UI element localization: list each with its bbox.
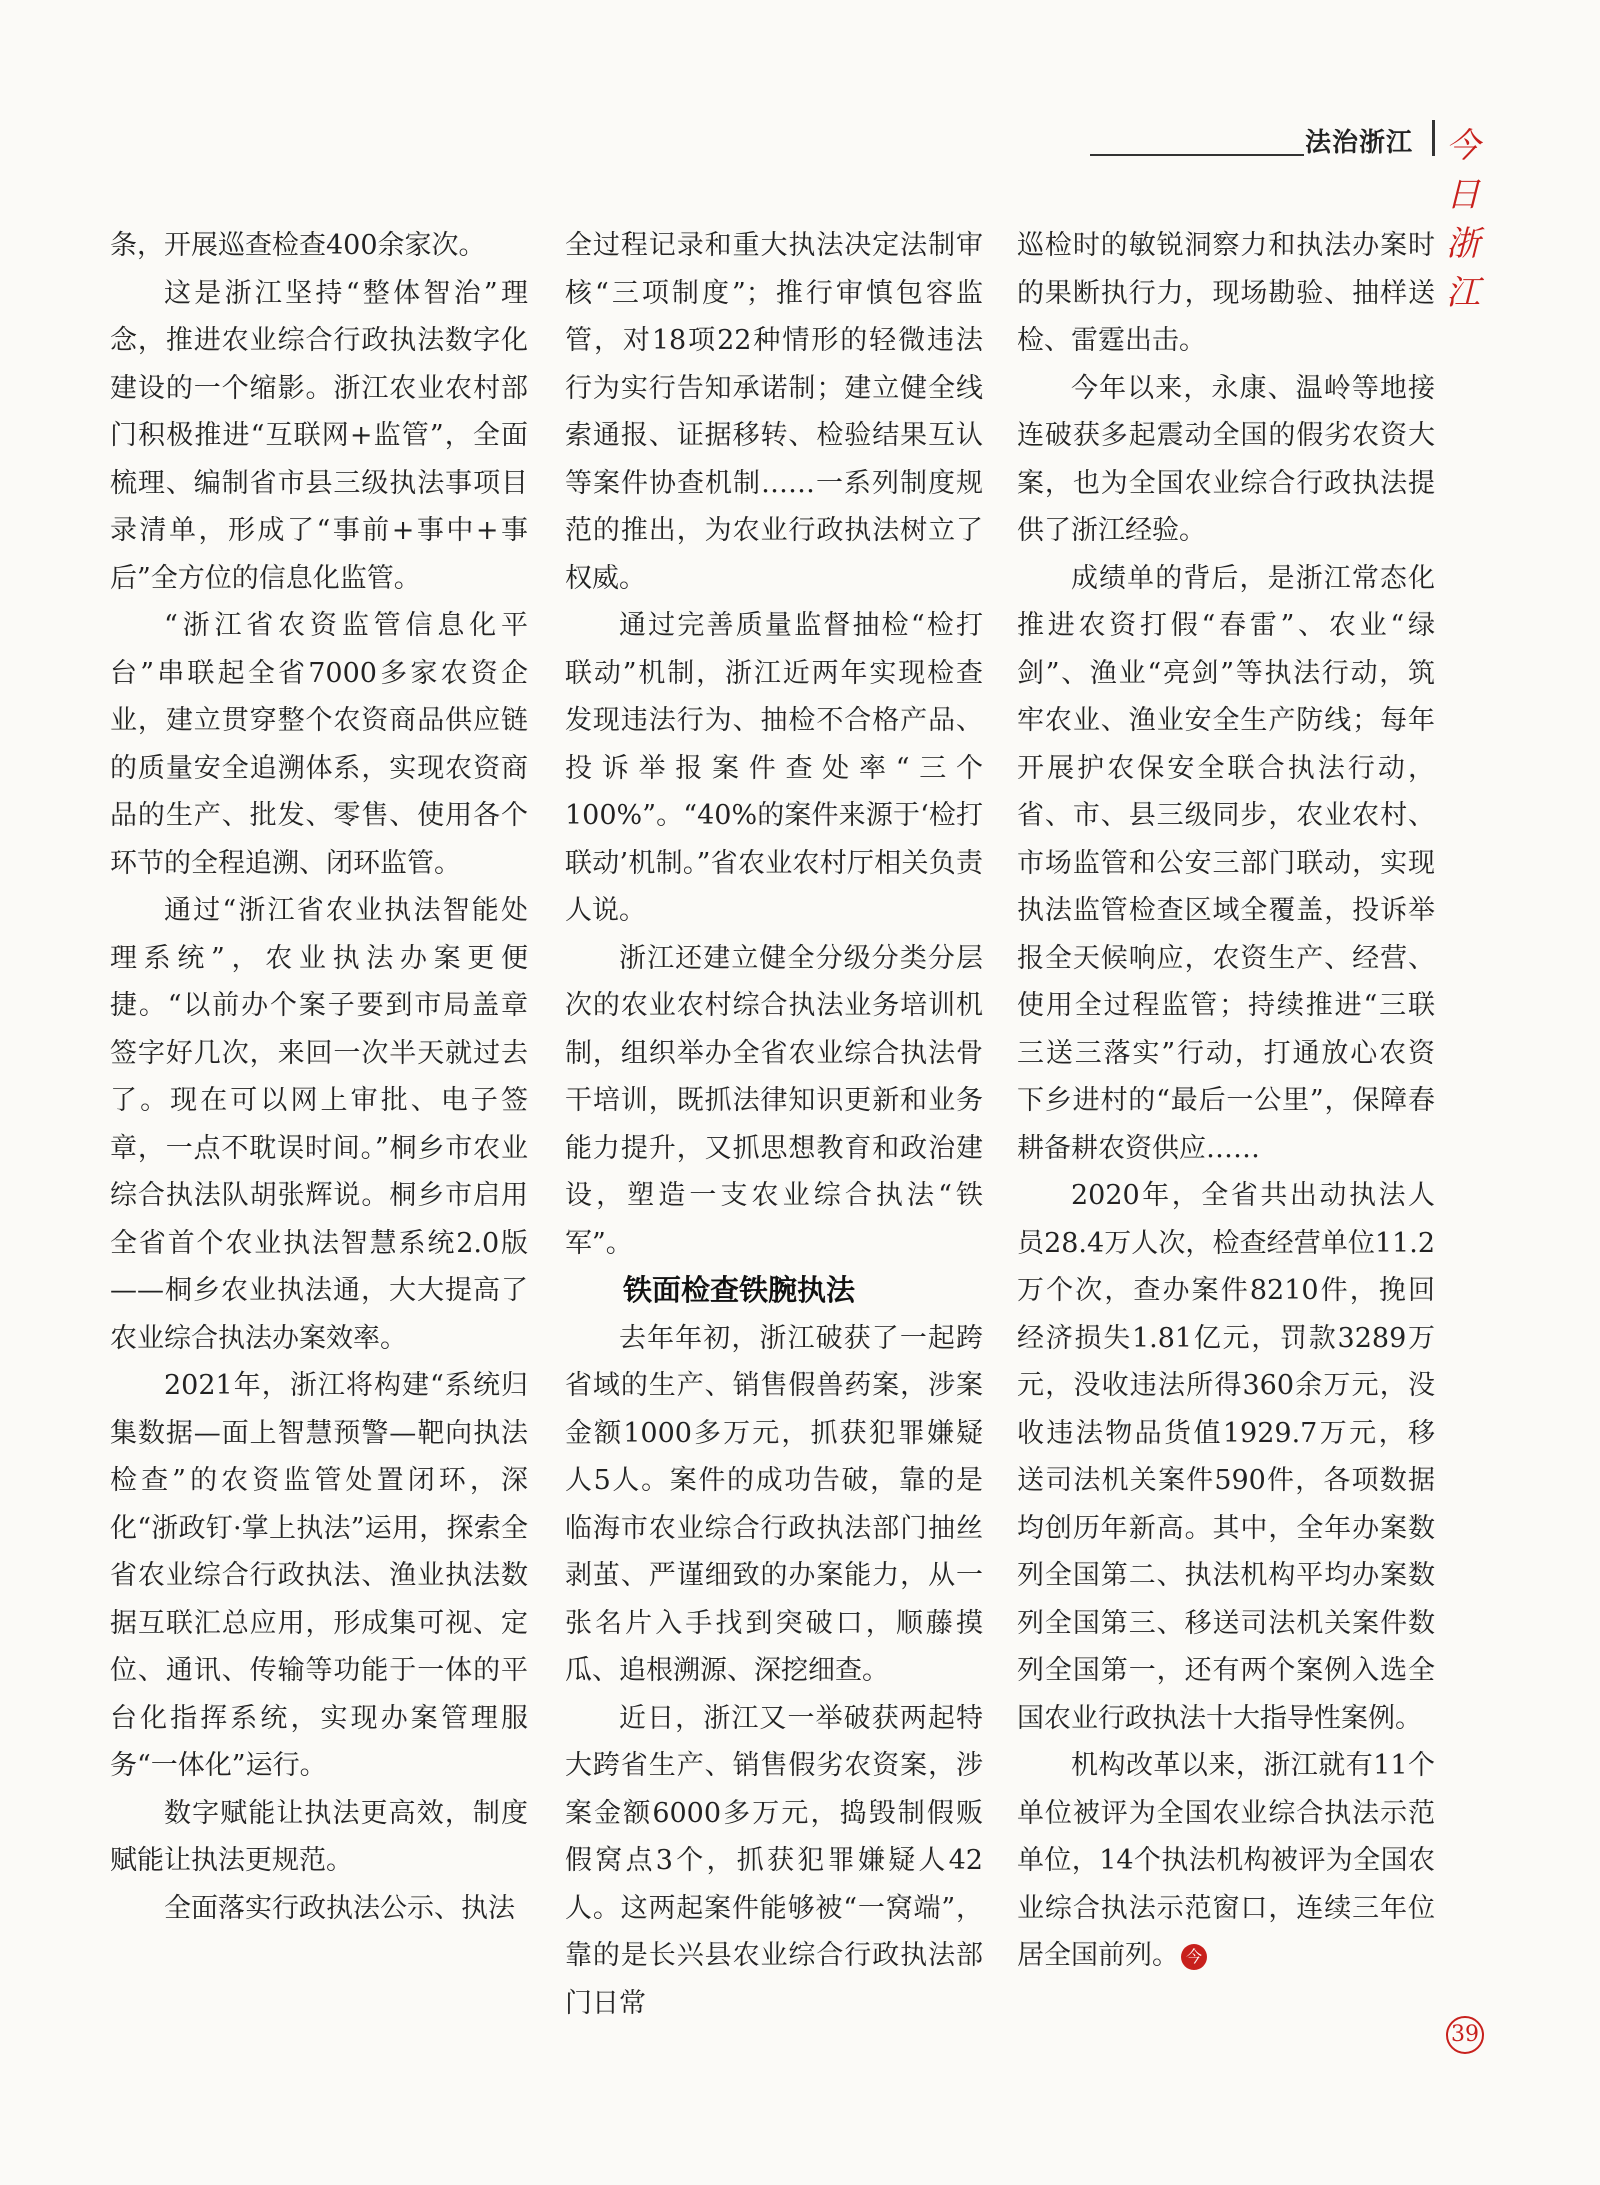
paragraph: 2020年，全省共出动执法人员28.4万人次，检查经营单位11.2万个次，查办案件8210件，挽回经济损失1.81亿元，罚款3289万元，没收违法所得360余万元，没收违法物品货值1929.7万元，移送司法机关案件590件，各项数据均创历年新高。其中，全年办案数列全国第二、执法机构平均办案数列全国第三、移送司法机关案件数列全国第一，还有两个案例入选全国农业行政执法十大指导性案例。 [1017,1180,1435,1734]
paragraph: 通过完善质量监督抽检“检打联动”机制，浙江近两年实现检查发现违法行为、抽检不合格产品、投诉举报案件查处率“三个100%”。“40%的案件来源于‘检打联动’机制。”省农业农村厅相关负责人说。 [565,610,983,926]
paragraph: 通过“浙江省农业执法智能处理系统”，农业执法办案更便捷。“以前办个案子要到市局盖章签字好几次，来回一次半天就过去了。现在可以网上审批、电子签章，一点不耽误时间。”桐乡市农业综合执法队胡张辉说。桐乡市启用全省首个农业执法智慧系统2.0版——桐乡农业执法通，大大提高了农业综合执法办案效率。 [110,895,528,1354]
article-column-2 [565,222,983,2027]
header-rule [1090,154,1304,156]
paragraph: 去年年初，浙江破获了一起跨省域的生产、销售假兽药案，涉案金额1000多万元，抓获犯罪嫌疑人5人。案件的成功告破，靠的是临海市农业综合行政执法部门抽丝剥茧、严谨细致的办案能力，从一张名片入手找到突破口，顺藤摸瓜、追根溯源、深挖细查。 [565,1322,983,1686]
header-divider [1432,120,1435,156]
section-title: 法治浙江 [1305,128,1414,158]
article-column-3 [1017,222,1435,1980]
paragraph: 条，开展巡查检查400余家次。 [110,230,486,261]
paragraph: 成绩单的背后，是浙江常态化推进农资打假“春雷”、农业“绿剑”、渔业“亮剑”等执法行动，筑牢农业、渔业安全生产防线；每年开展护农保安全联合执法行动，省、市、县三级同步，农业农村、市场监管和公安三部门联动，实现执法监管检查区域全覆盖，投诉举报全天候响应，农资生产、经营、使用全过程监管；持续推进“三联三送三落实”行动，打通放心农资下乡进村的“最后一公里”，保障春耕备耕农资供应…… [1017,562,1435,1164]
paragraph: 数字赋能让执法更高效，制度赋能让执法更规范。 [110,1797,528,1876]
section-subheading: 铁面检查铁腕执法 [623,1273,856,1307]
page-number: 39 [1446,2016,1484,2054]
paragraph: 巡检时的敏锐洞察力和执法办案时的果断执行力，现场勘验、抽样送检、雷霆出击。 [1017,230,1435,356]
paragraph: 浙江还建立健全分级分类分层次的农业农村综合执法业务培训机制，组织举办全省农业综合执法骨干培训，既抓法律知识更新和业务能力提升，又抓思想教育和政治建设，塑造一支农业综合执法“铁军”。 [565,942,983,1259]
magazine-logo: 今日浙江 [1446,126,1481,313]
paragraph: 全面落实行政执法公示、执法 [164,1892,515,1924]
paragraph: 全过程记录和重大执法决定法制审核“三项制度”；推行审慎包容监管，对18项22种情形的轻微违法行为实行告知承诺制；建立健全线索通报、证据移转、检验结果互认等案件协查机制……一系列制度规范的推出，为农业行政执法树立了权威。 [565,230,983,594]
final-text: 机构改革以来，浙江就有11个单位被评为全国农业综合执法示范单位，14个执法机构被评为全国农业综合执法示范窗口，连续三年位居全国前列。 [1017,1750,1435,1971]
paragraph-final [1017,1742,1435,1980]
paragraph: 这是浙江坚持“整体智治”理念，推进农业综合行政执法数字化建设的一个缩影。浙江农业农村部门积极推进“互联网+监管”，全面梳理、编制省市县三级执法事项目录清单，形成了“事前+事中+事后”全方位的信息化监管。 [110,277,528,594]
article-column-1 [110,222,528,1932]
paragraph: 今年以来，永康、温岭等地接连破获多起震动全国的假劣农资大案，也为全国农业综合行政执法提供了浙江经验。 [1017,372,1435,546]
paragraph: 近日，浙江又一举破获两起特大跨省生产、销售假劣农资案，涉案金额6000多万元，捣毁制假贩假窝点3个，抓获犯罪嫌疑人42人。这两起案件能够被“一窝端”，靠的是长兴县农业综合行政执法部门日常 [565,1702,983,2019]
paragraph: “浙江省农资监管信息化平台”串联起全省7000多家农资企业，建立贯穿整个农资商品供应链的质量安全追溯体系，实现农资商品的生产、批发、零售、使用各个环节的全程追溯、闭环监管。 [110,610,528,879]
paragraph: 2021年，浙江将构建“系统归集数据—面上智慧预警—靶向执法检查”的农资监管处置闭环，深化“浙政钉·掌上执法”运用，探索全省农业综合行政执法、渔业执法数据互联汇总应用，形成集可视、定位、通讯、传输等功能于一体的平台化指挥系统，实现办案管理服务“一体化”运行。 [110,1370,528,1781]
end-mark-icon: 今 [1181,1944,1207,1970]
